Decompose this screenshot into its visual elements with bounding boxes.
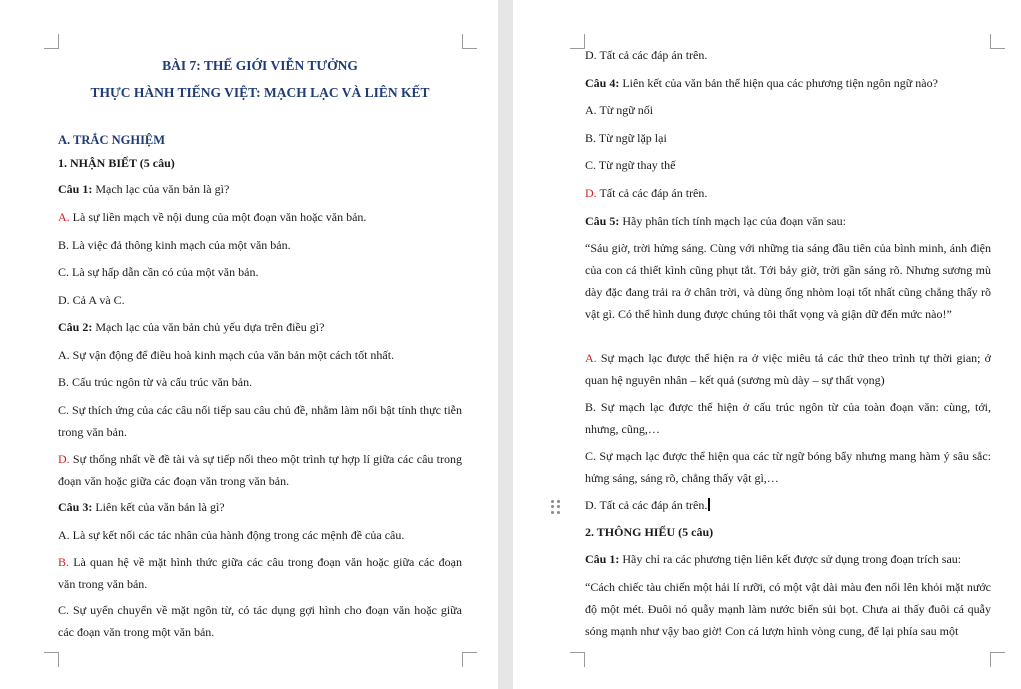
answer-text: Tất cả các đáp án trên. <box>596 186 708 200</box>
section-heading: A. TRẮC NGHIỆM <box>58 133 166 147</box>
question-text: Hãy chỉ ra các phương tiện liên kết được sử dụng trong đoạn trích sau: <box>619 552 962 566</box>
question-text: Mạch lạc của văn bản chủ yếu dựa trên điều gì? <box>92 320 325 334</box>
answer-option: B. Sự mạch lạc được thể hiện ở cấu trúc ngôn từ của toàn đoạn văn: cùng, tới, nhưng, cũng,… <box>585 400 991 436</box>
question-text: Liên kết của văn bản là gì? <box>92 500 225 514</box>
question-text: Liên kết của văn bản thể hiện qua các phương tiện ngôn ngữ nào? <box>619 76 938 90</box>
answer-text: D. Tất cả các đáp án trên. <box>585 498 708 512</box>
answer-option: C. Sự uyển chuyển về mặt ngôn từ, có tác dụng gợi hình cho đoạn văn hoặc giữa các đoạn văn trong một văn bản. <box>58 603 462 639</box>
question-3 <box>58 496 462 518</box>
question-label: Câu 3: <box>58 500 93 514</box>
question-1 <box>58 178 462 200</box>
answer-option: A. Từ ngữ nối <box>585 103 654 117</box>
drag-handle-icon[interactable] <box>551 500 561 514</box>
crop-mark <box>44 34 59 49</box>
answer-letter: D. <box>58 452 70 466</box>
answer-option: C. Là sự hấp dẫn cần có của một văn bản. <box>58 265 259 279</box>
crop-mark <box>570 652 585 667</box>
answer-option: C. Sự mạch lạc được thể hiện qua các từ ngữ bóng bẩy nhưng mang hàm ý sâu sắc: hửng sáng, sáng rõ, chẳng thấy vật gì,… <box>585 449 991 485</box>
level-heading: 2. THÔNG HIỂU (5 câu) <box>585 525 714 539</box>
answer-option[interactable] <box>585 494 991 516</box>
question-2 <box>58 316 462 338</box>
answer-option <box>58 551 462 595</box>
answer-option: B. Từ ngữ lặp lại <box>585 131 667 145</box>
answer-option: A. Là sự kết nối các tác nhân của hành động trong các mệnh đề của câu. <box>58 528 405 542</box>
quoted-passage: “Cách chiếc tàu chiến một hải lí rưỡi, có một vật dài màu đen nổi lên khỏi mặt nước độ một mét. Đuôi nó quẫy mạnh làm nước biển sủi bọt. Chưa ai thấy đuôi cá quẫy sóng mạnh như vậy bao giờ! Con cá lượn hình vòng cung, để lại phía sau một <box>585 580 991 638</box>
answer-text: Là quan hệ về mặt hình thức giữa các câu trong đoạn văn hoặc giữa các đoạn văn trong văn bản. <box>58 555 462 591</box>
question-label: Câu 1: <box>58 182 93 196</box>
crop-mark <box>462 652 477 667</box>
answer-option: B. Cấu trúc ngôn từ và cấu trúc văn bản. <box>58 375 253 389</box>
question-5 <box>585 210 991 232</box>
answer-option: A. Sự vận động để điều hoà kinh mạch của văn bản một cách tốt nhất. <box>58 348 395 362</box>
answer-option: C. Sự thích ứng của các câu nối tiếp sau câu chủ đề, nhằm làm nổi bật tính thực tiễn trong văn bản. <box>58 403 462 439</box>
answer-letter: A. <box>58 210 70 224</box>
answer-option: C. Từ ngữ thay thế <box>585 158 676 172</box>
quoted-passage: “Sáu giờ, trời hửng sáng. Cùng với những tia sáng đầu tiên của bình minh, ánh điện của con cá thiết kình cũng phụt tắt. Tới bảy giờ, trời gần sáng rõ. Nhưng sương mù dày đặc đang trải ra ở chân trời, và dùng ống nhòm loại tốt nhất cũng chẳng thấy rõ vật gì. Có thể hình dung được chúng tôi thất vọng và giận dữ đến mức nào!” <box>585 241 991 321</box>
document-page-2 <box>513 0 1021 689</box>
crop-mark <box>570 34 585 49</box>
level-heading: 1. NHẬN BIẾT (5 câu) <box>58 156 175 170</box>
question-label: Câu 4: <box>585 76 620 90</box>
lesson-title: BÀI 7: THẾ GIỚI VIỄN TƯỞNG <box>162 58 358 73</box>
document-page-1 <box>0 0 498 689</box>
question-label: Câu 1: <box>585 552 620 566</box>
question-1-understanding <box>585 548 991 570</box>
answer-letter: B. <box>58 555 70 569</box>
lesson-subtitle: THỰC HÀNH TIẾNG VIỆT: MẠCH LẠC VÀ LIÊN KẾT <box>90 85 430 100</box>
question-label: Câu 5: <box>585 214 620 228</box>
question-4 <box>585 72 991 94</box>
answer-option: D. Tất cả các đáp án trên. <box>585 48 708 62</box>
question-text: Hãy phân tích tính mạch lạc của đoạn văn sau: <box>619 214 846 228</box>
answer-option <box>58 206 462 228</box>
answer-option: D. Cả A và C. <box>58 293 125 307</box>
answer-option: B. Là việc đả thông kinh mạch của một văn bản. <box>58 238 291 252</box>
answer-text: Sự mạch lạc được thể hiện ra ở việc miêu tả các thứ theo trình tự thời gian; ở quan hệ nguyên nhân – kết quả (sương mù dày – sự thất vọng) <box>585 351 991 387</box>
crop-mark <box>44 652 59 667</box>
answer-text: Là sự liền mạch về nội dung của một đoạn văn hoặc văn bản. <box>69 210 367 224</box>
answer-option <box>58 448 462 492</box>
answer-text: Sự thống nhất về đề tài và sự tiếp nối theo một trình tự hợp lí giữa các câu trong đoạn văn hoặc giữa các đoạn văn trong văn bản. <box>58 452 462 488</box>
answer-option <box>585 347 991 391</box>
crop-mark <box>990 652 1005 667</box>
question-text: Mạch lạc của văn bản là gì? <box>92 182 230 196</box>
question-label: Câu 2: <box>58 320 93 334</box>
crop-mark <box>990 34 1005 49</box>
crop-mark <box>462 34 477 49</box>
text-cursor <box>708 498 710 511</box>
answer-letter: D. <box>585 186 597 200</box>
answer-letter: A. <box>585 351 597 365</box>
answer-option <box>585 182 991 204</box>
